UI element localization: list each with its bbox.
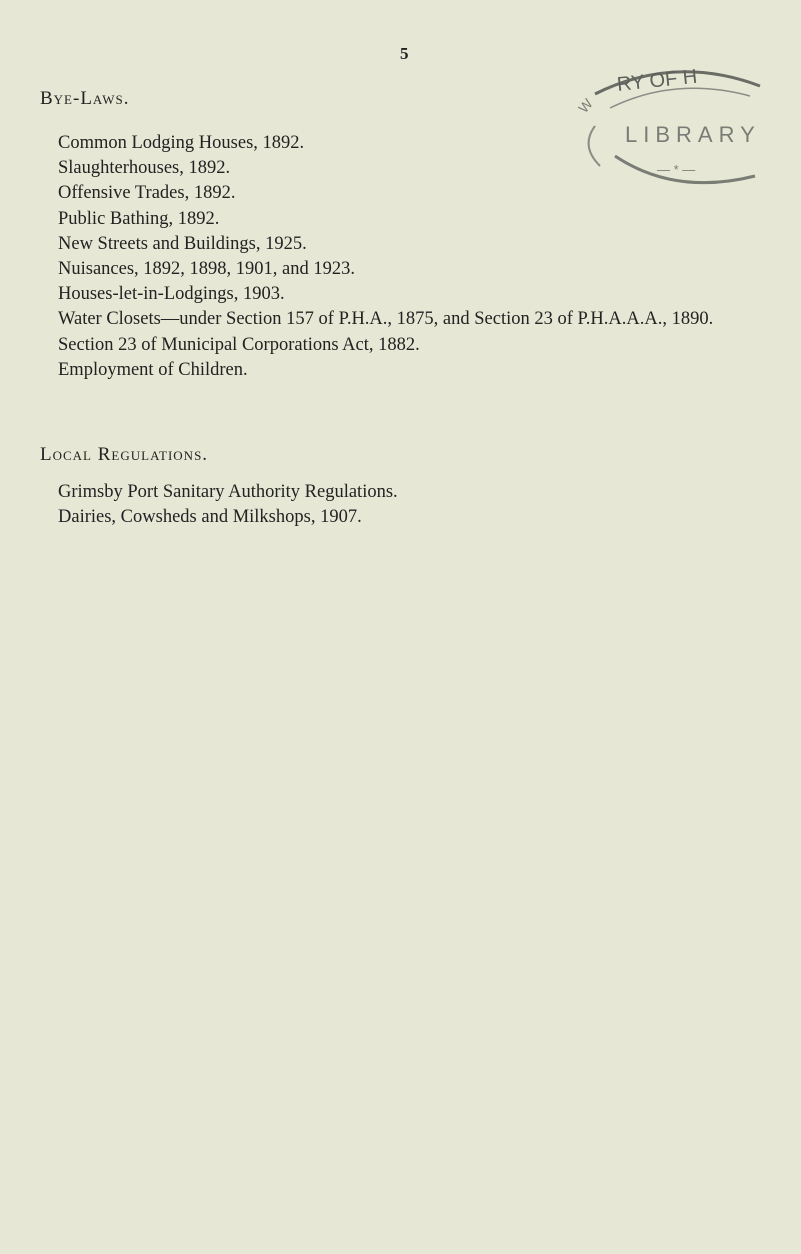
stamp-bottom-text: — * — bbox=[657, 162, 696, 177]
bye-laws-list bbox=[58, 131, 778, 383]
list-item: Houses-let-in-Lodgings, 1903. bbox=[58, 284, 285, 305]
page-number: 5 bbox=[400, 44, 409, 63]
list-item: Grimsby Port Sanitary Authority Regulations. bbox=[58, 482, 398, 502]
stamp-top-text: RY OF H bbox=[616, 65, 699, 96]
list-item: Nuisances, 1892, 1898, 1901, and 1923. bbox=[58, 259, 355, 280]
list-item: Section 23 of Municipal Corporations Act, 1882. bbox=[58, 334, 420, 355]
list-item: Offensive Trades, 1892. bbox=[58, 183, 236, 204]
local-regulations-list bbox=[58, 480, 778, 530]
stamp-center-text: LIBRARY bbox=[625, 122, 761, 147]
list-item: Employment of Children. bbox=[58, 359, 248, 380]
bye-laws-heading: Bye-Laws. bbox=[40, 88, 130, 109]
stamp-left-text: W bbox=[575, 95, 596, 116]
list-item: Water Closets—under Section 157 of P.H.A., 1875, and Section 23 of P.H.A.A.A., 1890. bbox=[58, 309, 714, 330]
local-regulations-heading: Local Regulations. bbox=[40, 444, 209, 465]
list-item: Dairies, Cowsheds and Milkshops, 1907. bbox=[58, 507, 362, 528]
list-item: Public Bathing, 1892. bbox=[58, 208, 220, 229]
list-item: Slaughterhouses, 1892. bbox=[58, 158, 231, 179]
list-item: Common Lodging Houses, 1892. bbox=[58, 133, 305, 153]
list-item: New Streets and Buildings, 1925. bbox=[58, 233, 307, 254]
